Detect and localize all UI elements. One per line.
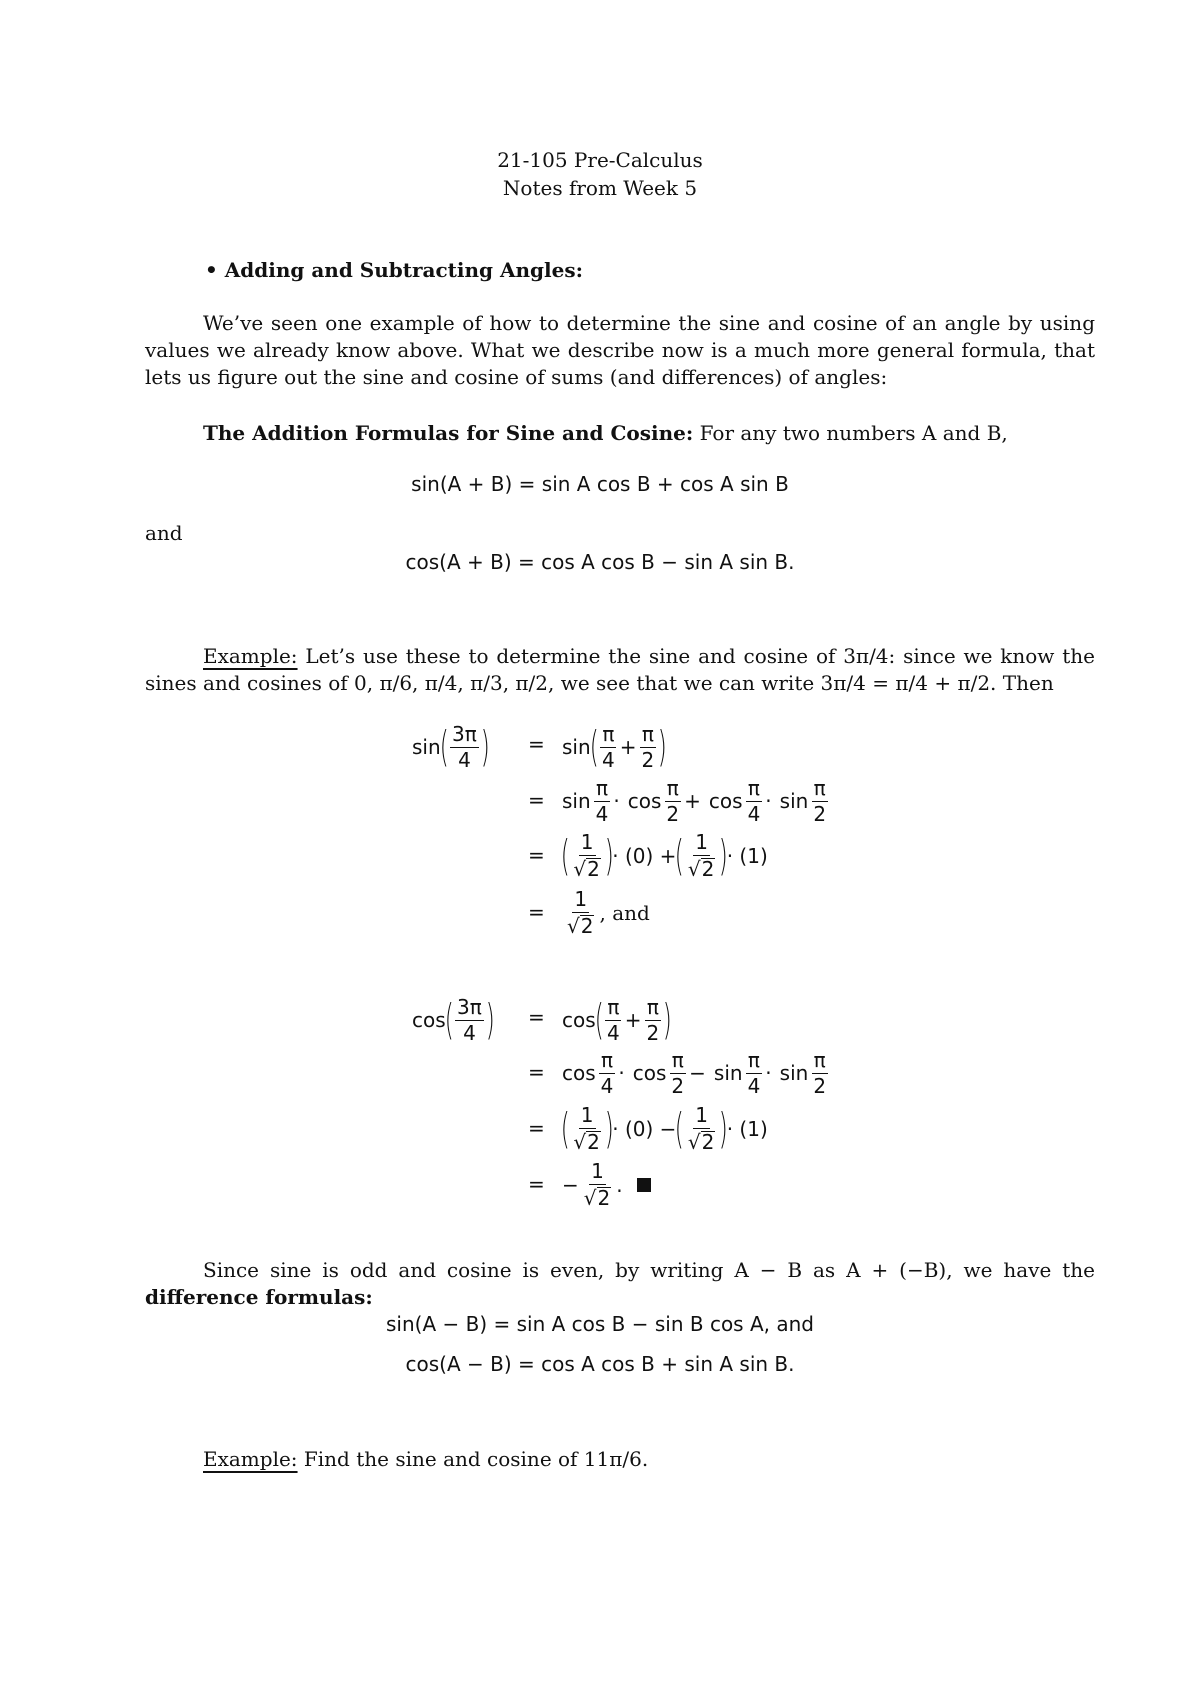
cos-derivation-step1: cos ( $\frac{\pi}{4}$ + $\frac{\pi}{2}$ ) bbox=[562, 994, 672, 1045]
difference-text: Since sine is odd and cosine is even, by writing A − B as A + (−B), we have the bbox=[203, 1258, 1095, 1282]
cos-difference-formula: cos(A − B) = cos A cos B + sin A sin B. bbox=[405, 1352, 795, 1376]
sin-derivation-step1: sin ( $\frac{\pi}{4}$ + $\frac{\pi}{2}$ ) bbox=[562, 721, 667, 772]
example2-label: Example: bbox=[203, 1447, 298, 1471]
equals-sign: = bbox=[528, 1060, 545, 1084]
equals-sign: = bbox=[528, 1005, 545, 1029]
bullet: • bbox=[205, 258, 218, 282]
equals-sign: = bbox=[528, 843, 545, 867]
section-heading bbox=[205, 258, 583, 282]
cos-derivation-result: − 1 √ 2 . bbox=[562, 1150, 651, 1220]
notes-subtitle: Notes from Week 5 bbox=[502, 176, 698, 200]
intro-paragraph: We’ve seen one example of how to determine the sine and cosine of an angle by using values we already know above. What we describe now is a much more general formula, that lets us figure out the sine and cosine of sums (and differences) of angles: bbox=[145, 311, 1095, 389]
equals-sign: = bbox=[528, 900, 545, 924]
cos-addition-formula: cos(A + B) = cos A cos B − sin A sin B. bbox=[405, 550, 795, 574]
example2 bbox=[203, 1447, 648, 1471]
difference-paragraph bbox=[145, 1257, 1095, 1311]
qed-square-icon bbox=[637, 1178, 651, 1192]
equals-sign: = bbox=[528, 1116, 545, 1140]
addition-formulas-text: For any two numbers A and B, bbox=[699, 421, 1008, 445]
example1-paragraph bbox=[145, 643, 1095, 697]
sin-derivation-step3: ( 1 √ 2 ) · (0) + ( 1 √ 2 ) · (1) bbox=[560, 830, 768, 881]
and-word: and bbox=[145, 521, 183, 545]
equals-sign: = bbox=[528, 1172, 545, 1196]
example1-text: Let’s use these to determine the sine and cosine of 3π/4: since we know the sines and cosines of 0, π/6, π/4, π/3, π/2, we see that we can write 3π/4 = π/4 + π/2. Then bbox=[145, 644, 1095, 695]
addition-formulas-intro bbox=[203, 421, 1008, 445]
equals-sign: = bbox=[528, 732, 545, 756]
course-title: 21-105 Pre-Calculus bbox=[497, 148, 703, 172]
sin-addition-formula: sin(A + B) = sin A cos B + cos A sin B bbox=[411, 472, 789, 496]
sin-difference-formula: sin(A − B) = sin A cos B − sin B cos A, and bbox=[386, 1312, 814, 1336]
sin-derivation-step2: sin $\frac{\pi}{4}$ · cos $\frac{\pi}{2}$ + cos $\frac{\pi}{4}$ · sin $\frac{\pi}{2}$ bbox=[562, 775, 827, 826]
cos-derivation-lhs: cos ( $\frac{3\pi}{4}$ ) bbox=[412, 994, 495, 1045]
section-heading-text: Adding and Subtracting Angles: bbox=[224, 258, 583, 282]
sin-derivation-result: 1 √ 2 , and bbox=[567, 887, 650, 938]
and-word: , and bbox=[599, 901, 650, 925]
period: . bbox=[616, 1173, 623, 1197]
cos-derivation-step3: ( 1 √ 2 ) · (0) − ( 1 √ 2 ) · (1) bbox=[560, 1103, 768, 1154]
equals-sign: = bbox=[528, 788, 545, 812]
example1-label: Example: bbox=[203, 644, 298, 668]
difference-formulas-label: difference formulas: bbox=[145, 1285, 373, 1309]
cos-derivation-step2: cos $\frac{\pi}{4}$ · cos $\frac{\pi}{2}$ − sin $\frac{\pi}{4}$ · sin $\frac{\pi}{2}$ bbox=[562, 1047, 827, 1098]
addition-formulas-label: The Addition Formulas for Sine and Cosine: bbox=[203, 421, 694, 445]
sin-derivation-lhs: sin ( $\frac{3\pi}{4}$ ) bbox=[412, 721, 490, 772]
example2-text: Find the sine and cosine of 11π/6. bbox=[303, 1447, 649, 1471]
